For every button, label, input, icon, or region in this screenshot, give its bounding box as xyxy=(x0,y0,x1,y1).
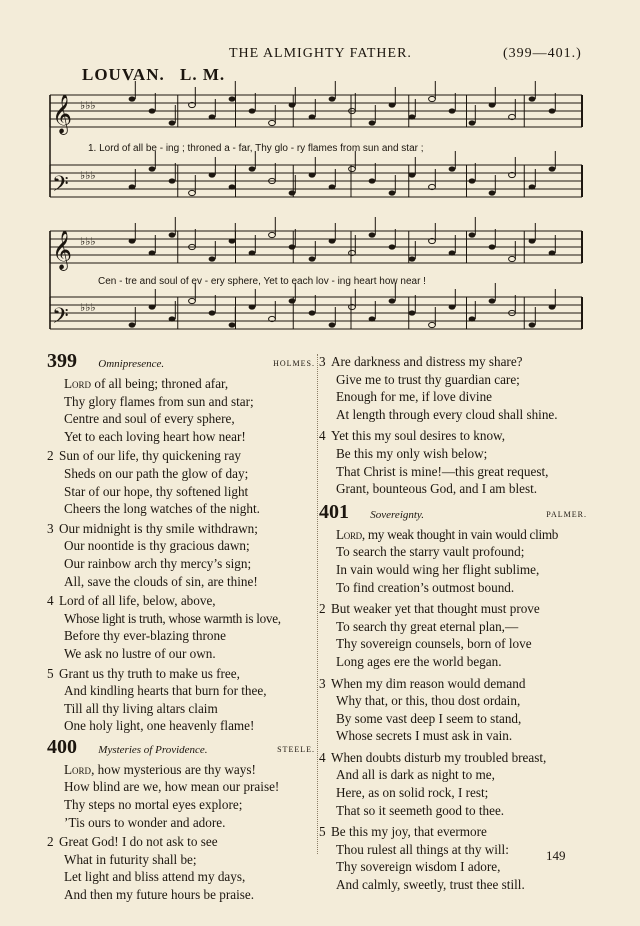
music-glyph: 𝄞 xyxy=(52,230,73,270)
note-head xyxy=(529,96,536,101)
verse-line: What in futurity shall be; xyxy=(64,851,197,867)
music-score xyxy=(0,0,640,350)
hymn-subject: Sovereignty. xyxy=(370,508,424,521)
verse-line: , my weak thought in vain would climb xyxy=(361,526,559,542)
note-head xyxy=(169,232,176,237)
first-word: Lord xyxy=(336,526,362,542)
note-head xyxy=(309,114,316,119)
verse-line: , how mysterious are thy ways! xyxy=(91,761,256,777)
note-head xyxy=(369,316,376,321)
note-head xyxy=(249,108,256,113)
verse-line: But weaker yet that thought must prove xyxy=(331,601,540,617)
note-head xyxy=(369,178,376,183)
note-head xyxy=(309,172,316,177)
note-head xyxy=(269,232,276,237)
verse-line: That so it seemeth good to thee. xyxy=(336,802,505,818)
note-head xyxy=(429,322,436,327)
note-head xyxy=(449,304,456,309)
note-head xyxy=(549,304,556,309)
verse-line: And calmly, sweetly, trust thee still. xyxy=(336,877,525,893)
hymn-399 xyxy=(47,350,315,735)
verse-line: Before thy ever-blazing throne xyxy=(64,628,226,644)
verse-line: We ask no lustre of our own. xyxy=(64,645,216,661)
hymn-number: 399 xyxy=(47,350,77,372)
note-head xyxy=(129,96,136,101)
note-head xyxy=(289,190,296,195)
stanza-number: 2 xyxy=(319,601,326,617)
verse-line: Sheds on our path the glow of day; xyxy=(64,465,249,481)
note-head xyxy=(529,238,536,243)
music-glyph: 𝄞 xyxy=(52,94,73,134)
note-head xyxy=(529,322,536,327)
verse-line: Lord of all life, below, above, xyxy=(59,593,216,609)
note-head xyxy=(289,298,296,303)
note-head xyxy=(329,184,336,189)
verse-line: of all being; throned afar, xyxy=(91,376,229,391)
note-head xyxy=(249,250,256,255)
music-glyph: 𝄢 xyxy=(52,304,69,334)
stanza-number: 5 xyxy=(319,824,326,840)
first-word: Lord xyxy=(64,376,92,391)
verse-line: Our noontide is thy gracious dawn; xyxy=(64,538,250,554)
note-head xyxy=(169,316,176,321)
note-head xyxy=(349,166,356,171)
verse-line: In vain would wing her flight sublime, xyxy=(336,561,540,577)
note-head xyxy=(329,96,336,101)
music-glyph: ♭♭♭ xyxy=(80,301,96,314)
note-head xyxy=(469,178,476,183)
verse-line: When doubts disturb my troubled breast, xyxy=(331,749,547,765)
note-head xyxy=(389,244,396,249)
note-head xyxy=(209,256,216,261)
note-head xyxy=(449,108,456,113)
verse-line: Thy steps no mortal eyes explore; xyxy=(64,797,243,813)
note-head xyxy=(389,190,396,195)
note-head xyxy=(449,250,456,255)
verse-line: How blind are we, how mean our praise! xyxy=(64,779,280,795)
verse-line: To find creation’s outmost bound. xyxy=(336,579,515,595)
note-head xyxy=(209,114,216,119)
note-head xyxy=(469,232,476,237)
note-head xyxy=(149,166,156,171)
hymn-number: 401 xyxy=(319,500,349,523)
note-head xyxy=(269,120,276,125)
music-glyph: ♭♭♭ xyxy=(80,169,96,182)
note-head xyxy=(229,184,236,189)
stanza-number: 3 xyxy=(319,354,326,369)
stanza-number: 2 xyxy=(47,448,54,464)
verse-line: Thou rulest all things at thy will: xyxy=(336,841,509,857)
stanza-number: 5 xyxy=(47,665,54,681)
verse-line: And all is dark as night to me, xyxy=(336,767,495,783)
note-head xyxy=(409,256,416,261)
note-head xyxy=(529,184,536,189)
stanza-number: 3 xyxy=(47,520,54,536)
verse-line: Till all thy living altars claim xyxy=(64,700,218,716)
note-head xyxy=(469,316,476,321)
verse-line: Thy glory flames from sun and star; xyxy=(64,393,254,409)
note-head xyxy=(169,120,176,125)
verse-line: Be this my joy, that evermore xyxy=(331,824,487,840)
note-head xyxy=(149,304,156,309)
hymn-400-continued xyxy=(319,353,587,498)
note-head xyxy=(289,244,296,249)
note-head xyxy=(249,304,256,309)
note-head xyxy=(129,184,136,189)
verse-line: Why that, or this, thou dost ordain, xyxy=(336,693,521,709)
note-head xyxy=(189,298,196,303)
note-head xyxy=(249,166,256,171)
verse-line: Grant us thy truth to make us free, xyxy=(59,665,240,681)
left-column xyxy=(47,350,315,904)
stanza-number: 3 xyxy=(319,675,326,691)
stanza-number: 4 xyxy=(319,749,326,765)
note-head xyxy=(489,102,496,107)
verse-line: One holy light, one heavenly flame! xyxy=(64,718,255,734)
verse-line: And kindling hearts that burn for thee, xyxy=(64,683,267,699)
note-head xyxy=(489,298,496,303)
note-head xyxy=(229,96,236,101)
verse-line: Centre and soul of every sphere, xyxy=(64,411,235,427)
hymn-subject: Omnipresence. xyxy=(98,358,165,370)
hymn-author: STEELE. xyxy=(277,744,315,754)
note-head xyxy=(389,298,396,303)
right-column xyxy=(319,353,587,894)
note-head xyxy=(149,250,156,255)
note-head xyxy=(309,310,316,315)
verse-line: And then my future hours be praise. xyxy=(64,887,255,903)
verse-line: Be this my only wish below; xyxy=(336,445,488,461)
note-head xyxy=(469,120,476,125)
hymn-author: PALMER. xyxy=(546,509,587,519)
note-head xyxy=(129,238,136,243)
note-head xyxy=(329,322,336,327)
page-number: 149 xyxy=(546,848,566,863)
verse-line: Our midnight is thy smile withdrawn; xyxy=(59,520,258,536)
verse-line: To search thy great eternal plan,— xyxy=(336,618,519,634)
verse-line: Yet to each loving heart how near! xyxy=(64,428,246,444)
verse-line: Grant, bounteous God, and I am blest. xyxy=(336,481,538,497)
note-head xyxy=(149,108,156,113)
verse-line: At length through every cloud shall shine. xyxy=(336,406,558,422)
hymn-400 xyxy=(47,735,315,904)
music-glyph: ♭♭♭ xyxy=(80,99,96,112)
music-glyph: 𝄢 xyxy=(52,172,69,202)
verse-line: Here, as on solid rock, I rest; xyxy=(336,785,489,801)
music-glyph: ♭♭♭ xyxy=(80,235,96,248)
note-head xyxy=(429,96,436,101)
note-head xyxy=(229,322,236,327)
tune-name: LOUVAN. xyxy=(82,65,165,84)
note-head xyxy=(289,102,296,107)
hymn-range: (399—401.) xyxy=(503,46,582,61)
verse-line: When my dim reason would demand xyxy=(331,675,526,691)
note-head xyxy=(409,114,416,119)
note-head xyxy=(329,238,336,243)
verse-line: Thy sovereign counsels, born of love xyxy=(336,636,532,652)
note-head xyxy=(409,172,416,177)
note-head xyxy=(169,178,176,183)
note-head xyxy=(449,166,456,171)
note-head xyxy=(209,310,216,315)
lyrics-line-1: 1. Lord of all be - ing ; throned a - far, Thy glo - ry flames from sun and star ; xyxy=(88,143,424,154)
stanza-number: 2 xyxy=(47,834,54,850)
hymn-401 xyxy=(319,500,587,894)
running-title: THE ALMIGHTY FATHER. xyxy=(229,46,412,61)
note-head xyxy=(509,256,516,261)
verse-line: Whose secrets I must ask in vain. xyxy=(336,728,513,744)
note-head xyxy=(189,190,196,195)
verse-line: Yet this my soul desires to know, xyxy=(331,428,506,444)
verse-line: All, save the clouds of sin, are thine! xyxy=(64,573,258,589)
verse-line: Sun of our life, thy quickening ray xyxy=(59,448,242,464)
verse-line: Long ages ere the world began. xyxy=(336,653,502,669)
verse-line: ’Tis ours to wonder and adore. xyxy=(64,814,226,830)
verse-line: By some vast deep I seem to stand, xyxy=(336,710,522,726)
verse-line: Great God! I do not ask to see xyxy=(59,834,218,850)
verse-line: Thy sovereign wisdom I adore, xyxy=(336,859,501,875)
verse-line: Enough for me, if love divine xyxy=(336,389,493,405)
stanza-number: 4 xyxy=(319,428,326,444)
note-head xyxy=(309,256,316,261)
note-head xyxy=(549,108,556,113)
hymn-number: 400 xyxy=(47,735,77,758)
verse-line: To search the starry vault profound; xyxy=(336,544,525,560)
note-head xyxy=(369,120,376,125)
note-head xyxy=(129,322,136,327)
first-word: Lord xyxy=(64,761,92,777)
verse-line: Star of our hope, thy softened light xyxy=(64,483,249,499)
note-head xyxy=(489,190,496,195)
tune-meter: L. M. xyxy=(180,65,226,84)
note-head xyxy=(209,172,216,177)
note-head xyxy=(389,102,396,107)
verse-line: Are darkness and distress my share? xyxy=(331,354,523,369)
verse-line: That Christ is mine!—this great request, xyxy=(336,463,549,479)
note-head xyxy=(229,238,236,243)
note-head xyxy=(409,310,416,315)
note-head xyxy=(549,250,556,255)
note-head xyxy=(489,244,496,249)
stanza-number: 4 xyxy=(47,593,54,609)
lyrics-line-2: Cen - tre and soul of ev - ery sphere, Yet to each lov - ing heart how near ! xyxy=(98,276,426,287)
note-head xyxy=(369,232,376,237)
hymn-author: HOLMES. xyxy=(273,359,315,368)
hymn-subject: Mysteries of Providence. xyxy=(98,743,208,756)
verse-line: Our rainbow arch thy mercy’s sign; xyxy=(64,555,252,571)
verse-line: Let light and bliss attend my days, xyxy=(64,869,246,885)
verse-line: Whose light is truth, whose warmth is love, xyxy=(64,610,281,626)
note-head xyxy=(549,166,556,171)
verse-line: Give me to trust thy guardian care; xyxy=(336,371,520,387)
verse-line: Cheers the long watches of the night. xyxy=(64,501,260,517)
